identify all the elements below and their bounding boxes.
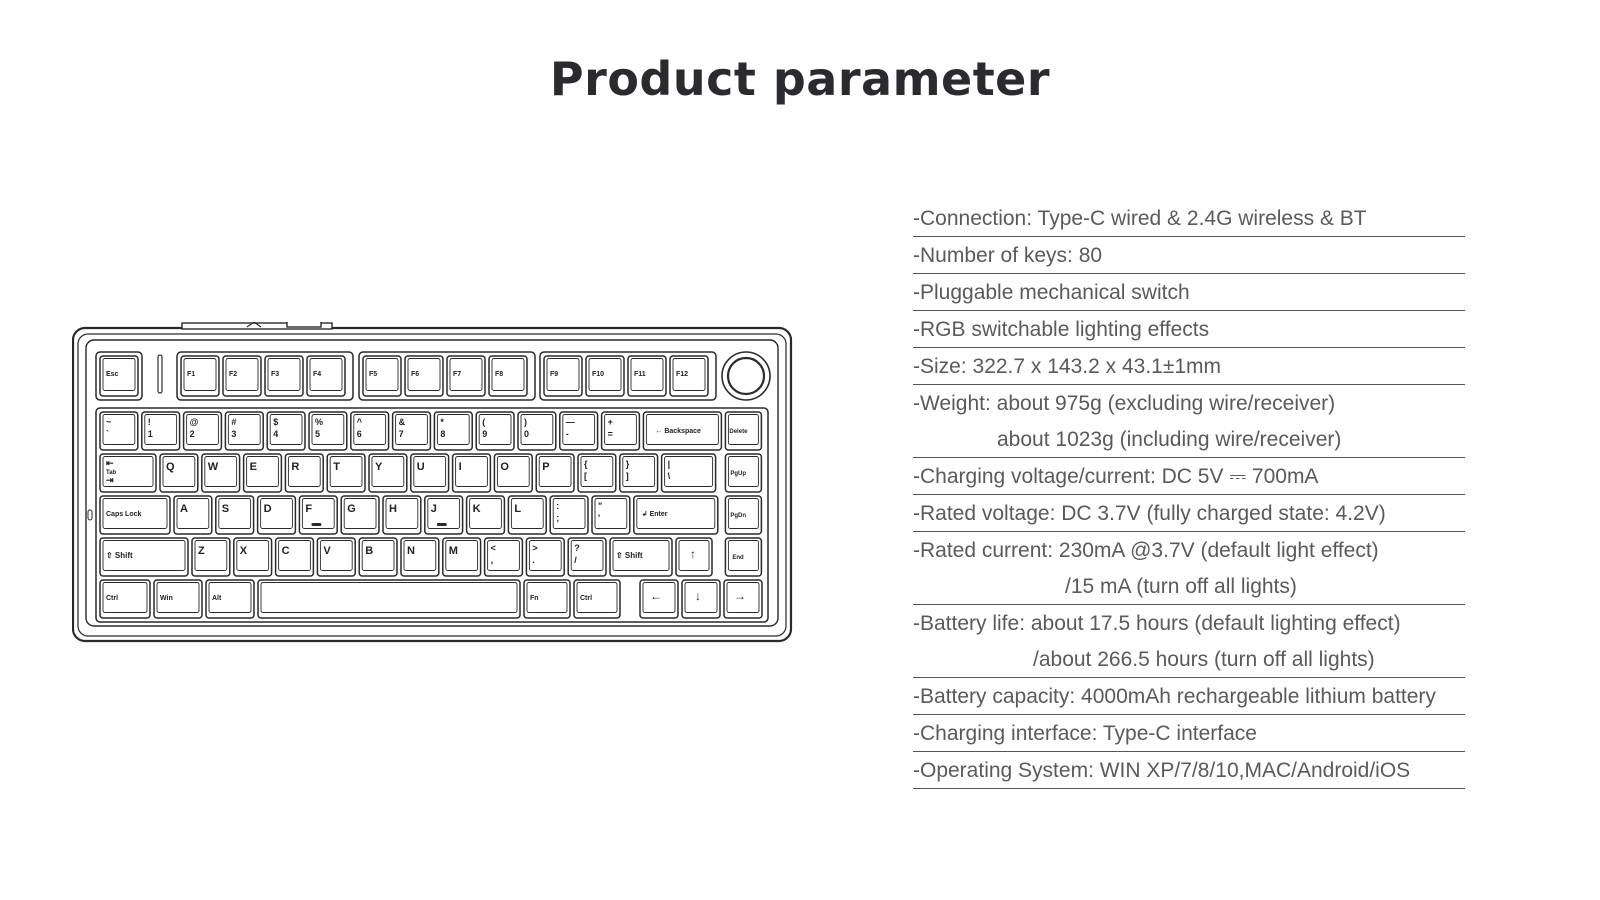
key-label: M bbox=[448, 545, 458, 557]
key-label: S bbox=[221, 503, 230, 515]
key bbox=[453, 454, 491, 492]
key-label: ⇧ Shift bbox=[616, 551, 643, 560]
spec-text: -Battery capacity: 4000mAh rechargeable lithium battery bbox=[913, 685, 1436, 708]
key-label: K bbox=[472, 503, 481, 515]
key-label: F11 bbox=[634, 371, 646, 378]
key-label: Delete bbox=[729, 429, 748, 435]
key-label: \ bbox=[667, 471, 671, 481]
key bbox=[160, 454, 198, 492]
key bbox=[359, 538, 397, 576]
key-label: P bbox=[542, 461, 550, 473]
key bbox=[676, 538, 712, 576]
key-label: F8 bbox=[495, 371, 504, 378]
key bbox=[508, 496, 546, 534]
key-label: Ctrl bbox=[106, 595, 119, 602]
key-label: Q bbox=[166, 461, 175, 473]
key bbox=[383, 496, 421, 534]
key bbox=[234, 538, 272, 576]
key bbox=[544, 356, 582, 396]
key bbox=[725, 538, 761, 576]
key bbox=[265, 356, 303, 396]
spec-text: -Battery life: about 17.5 hours (default lighting effect) bbox=[913, 612, 1401, 635]
key bbox=[276, 538, 314, 576]
key bbox=[100, 496, 170, 534]
key-label: ` bbox=[106, 429, 109, 439]
key bbox=[285, 454, 323, 492]
key-label: B bbox=[365, 545, 374, 557]
spec-text: -Number of keys: 80 bbox=[913, 244, 1103, 267]
key bbox=[100, 454, 156, 492]
key-label: | bbox=[667, 459, 671, 469]
spec-text: -Rated voltage: DC 3.7V (fully charged state: 4.2V) bbox=[913, 502, 1386, 525]
key-label: ← Backspace bbox=[655, 428, 701, 435]
key bbox=[100, 356, 138, 396]
key bbox=[327, 454, 365, 492]
volume-knob bbox=[722, 352, 770, 400]
key bbox=[307, 356, 345, 396]
key-label: ← bbox=[650, 589, 662, 603]
key bbox=[568, 538, 606, 576]
key-label: G bbox=[347, 503, 356, 515]
spec-battery-life bbox=[913, 605, 1465, 678]
key-label: ↓ bbox=[695, 589, 701, 603]
spec-text: -Rated current: 230mA @3.7V (default light effect) bbox=[913, 539, 1379, 562]
key bbox=[682, 580, 720, 618]
key bbox=[643, 412, 721, 450]
key-label: R bbox=[291, 461, 300, 473]
spec-text: -Size: 322.7 x 143.2 x 43.1±1mm bbox=[913, 355, 1222, 378]
key bbox=[181, 356, 219, 396]
keyboard-illustration bbox=[72, 322, 794, 668]
spec-text: -Charging voltage/current: DC 5V ⎓ 700mA bbox=[913, 465, 1319, 488]
homing-bump bbox=[311, 523, 321, 526]
spec-connection bbox=[913, 200, 1465, 237]
key bbox=[725, 454, 761, 492]
key bbox=[154, 580, 202, 618]
key bbox=[476, 412, 514, 450]
key bbox=[401, 538, 439, 576]
key-label: — bbox=[565, 417, 575, 427]
key bbox=[341, 496, 379, 534]
key-label: PgDn bbox=[730, 513, 747, 519]
key-label: → bbox=[734, 589, 746, 603]
key-label: ↑ bbox=[690, 547, 696, 561]
key bbox=[536, 454, 574, 492]
key-label: , bbox=[490, 555, 494, 565]
spec-size bbox=[913, 348, 1465, 385]
spec-rated-current bbox=[913, 532, 1465, 605]
spec-charging bbox=[913, 458, 1465, 495]
key-label: F1 bbox=[187, 371, 196, 378]
spec-text: -RGB switchable lighting effects bbox=[913, 318, 1210, 341]
key bbox=[223, 356, 261, 396]
key bbox=[244, 454, 282, 492]
key bbox=[518, 412, 556, 450]
key-label: F7 bbox=[453, 371, 462, 378]
key bbox=[447, 356, 485, 396]
page-title: Product parameter bbox=[549, 52, 1051, 106]
key bbox=[610, 538, 672, 576]
key-label: O bbox=[500, 461, 509, 473]
key-label: Caps Lock bbox=[106, 511, 142, 518]
key bbox=[202, 454, 240, 492]
key-label: ! bbox=[147, 417, 151, 427]
key bbox=[405, 356, 443, 396]
key-label: = bbox=[607, 429, 613, 439]
key-label: Z bbox=[198, 545, 205, 557]
key-label: < bbox=[490, 543, 496, 553]
spec-interface bbox=[913, 715, 1465, 752]
key-label: * bbox=[440, 417, 444, 427]
keyboard-drawing bbox=[72, 322, 794, 668]
key bbox=[184, 412, 222, 450]
key-label: ^ bbox=[356, 417, 363, 427]
key-label: # bbox=[231, 417, 237, 427]
key bbox=[494, 454, 532, 492]
key-label: 6 bbox=[356, 429, 362, 439]
key-label: T bbox=[333, 461, 340, 473]
key-label: F bbox=[305, 503, 313, 515]
key-label: V bbox=[323, 545, 331, 557]
key bbox=[351, 412, 389, 450]
key bbox=[100, 412, 138, 450]
key-label: > bbox=[532, 543, 538, 553]
spec-text: -Connection: Type-C wired & 2.4G wireless & BT bbox=[913, 207, 1367, 230]
key-label: Ctrl bbox=[580, 595, 593, 602]
key-label: F12 bbox=[676, 371, 689, 378]
key bbox=[393, 412, 431, 450]
key bbox=[560, 412, 598, 450]
key-label: Win bbox=[160, 595, 173, 602]
key bbox=[192, 538, 230, 576]
key bbox=[258, 496, 296, 534]
spec-text: -Operating System: WIN XP/7/8/10,MAC/Android/iOS bbox=[913, 759, 1411, 782]
key-label: D bbox=[263, 503, 272, 515]
key bbox=[142, 412, 180, 450]
key-label: 9 bbox=[482, 429, 488, 439]
key bbox=[602, 412, 640, 450]
key-label: ? bbox=[574, 543, 580, 553]
homing-bump bbox=[437, 523, 447, 526]
spec-text: -Charging interface: Type-C interface bbox=[913, 722, 1257, 745]
spec-battery-capacity bbox=[913, 678, 1465, 715]
key bbox=[225, 412, 263, 450]
key-label: ' bbox=[598, 513, 601, 523]
key-label: F6 bbox=[411, 371, 420, 378]
key-label: L bbox=[514, 503, 522, 515]
key bbox=[662, 454, 716, 492]
key-label: H bbox=[389, 503, 397, 515]
key bbox=[550, 496, 588, 534]
key bbox=[299, 496, 337, 534]
key-label: Tab bbox=[106, 470, 117, 476]
key-label: 5 bbox=[315, 429, 321, 439]
key bbox=[524, 580, 570, 618]
key-label: } bbox=[625, 459, 630, 469]
key bbox=[363, 356, 401, 396]
key-label: " bbox=[598, 501, 603, 511]
key bbox=[628, 356, 666, 396]
spec-text-continued: /about 266.5 hours (turn off all lights) bbox=[1033, 648, 1375, 671]
key bbox=[100, 538, 188, 576]
spec-keys bbox=[913, 237, 1465, 274]
usb-port bbox=[287, 322, 321, 327]
spec-rated-voltage bbox=[913, 495, 1465, 532]
key-label: A bbox=[180, 503, 188, 515]
key-label: Fn bbox=[530, 595, 539, 602]
key-label: I bbox=[458, 461, 462, 473]
key-label: ~ bbox=[106, 417, 112, 427]
key-label: + bbox=[607, 417, 613, 427]
spec-weight bbox=[913, 385, 1465, 458]
key-label: F2 bbox=[229, 371, 238, 378]
key-label: - bbox=[565, 429, 569, 439]
key-label: @ bbox=[189, 417, 199, 427]
key-label: ⇧ Shift bbox=[106, 551, 133, 560]
key bbox=[586, 356, 624, 396]
key-label: $ bbox=[273, 417, 279, 427]
key bbox=[434, 412, 472, 450]
key bbox=[526, 538, 564, 576]
key bbox=[634, 496, 718, 534]
key-label: E bbox=[249, 461, 257, 473]
key bbox=[489, 356, 527, 396]
key bbox=[369, 454, 407, 492]
key-label: 0 bbox=[524, 429, 530, 439]
key bbox=[411, 454, 449, 492]
key-label: ↲ Enter bbox=[641, 511, 668, 518]
key bbox=[574, 580, 620, 618]
key-label: F9 bbox=[550, 371, 559, 378]
key bbox=[100, 580, 150, 618]
key-label: : bbox=[556, 501, 560, 511]
key bbox=[317, 538, 355, 576]
key bbox=[724, 580, 762, 618]
key bbox=[258, 580, 520, 618]
key bbox=[467, 496, 505, 534]
spec-list bbox=[913, 200, 1465, 789]
key-label: F5 bbox=[369, 371, 378, 378]
key-label: Alt bbox=[212, 595, 222, 602]
key-label: 4 bbox=[273, 429, 279, 439]
key bbox=[725, 496, 761, 534]
spec-rgb bbox=[913, 311, 1465, 348]
key bbox=[725, 412, 761, 450]
spec-switch bbox=[913, 274, 1465, 311]
key-label: Y bbox=[375, 461, 383, 473]
key-label: ] bbox=[625, 471, 629, 481]
key-label: ⇤ bbox=[106, 458, 114, 468]
key-label: { bbox=[584, 459, 588, 469]
key bbox=[174, 496, 212, 534]
spec-text-continued: /15 mA (turn off all lights) bbox=[1065, 575, 1297, 598]
key-label: 3 bbox=[231, 429, 237, 439]
key-label: 8 bbox=[440, 429, 446, 439]
key-label: / bbox=[574, 555, 577, 565]
key bbox=[425, 496, 463, 534]
key bbox=[620, 454, 658, 492]
key-label: . bbox=[532, 555, 535, 565]
key-label: F3 bbox=[271, 371, 280, 378]
key-label: F10 bbox=[592, 371, 605, 378]
key bbox=[485, 538, 523, 576]
spec-text-continued: about 1023g (including wire/receiver) bbox=[997, 428, 1342, 451]
key-label: U bbox=[416, 461, 425, 473]
key bbox=[216, 496, 254, 534]
spec-os bbox=[913, 752, 1465, 789]
key-label: ) bbox=[524, 417, 527, 427]
key bbox=[206, 580, 254, 618]
key bbox=[592, 496, 630, 534]
key-label: F4 bbox=[313, 371, 322, 378]
key-label: End bbox=[732, 555, 744, 561]
key-label: ; bbox=[556, 513, 560, 523]
key bbox=[670, 356, 708, 396]
spec-text: -Pluggable mechanical switch bbox=[913, 281, 1190, 304]
key-label: J bbox=[430, 503, 437, 515]
key bbox=[443, 538, 481, 576]
key bbox=[309, 412, 347, 450]
key-label: Esc bbox=[106, 371, 119, 378]
key bbox=[578, 454, 616, 492]
key-label: % bbox=[315, 417, 324, 427]
key-label: ⇥ bbox=[106, 475, 114, 485]
spec-text: -Weight: about 975g (excluding wire/receiver) bbox=[913, 392, 1336, 415]
key-label: & bbox=[398, 417, 406, 427]
key-label: 2 bbox=[189, 429, 195, 439]
key-label: 7 bbox=[398, 429, 404, 439]
key bbox=[640, 580, 678, 618]
key bbox=[267, 412, 305, 450]
key-label: C bbox=[281, 545, 290, 557]
key-label: W bbox=[207, 461, 219, 473]
key-label: N bbox=[407, 545, 415, 557]
key-label: [ bbox=[584, 471, 587, 481]
key-label: X bbox=[239, 545, 248, 557]
key-label: ( bbox=[482, 417, 486, 427]
key-label: 1 bbox=[147, 429, 153, 439]
key-label: PgUp bbox=[730, 471, 747, 477]
